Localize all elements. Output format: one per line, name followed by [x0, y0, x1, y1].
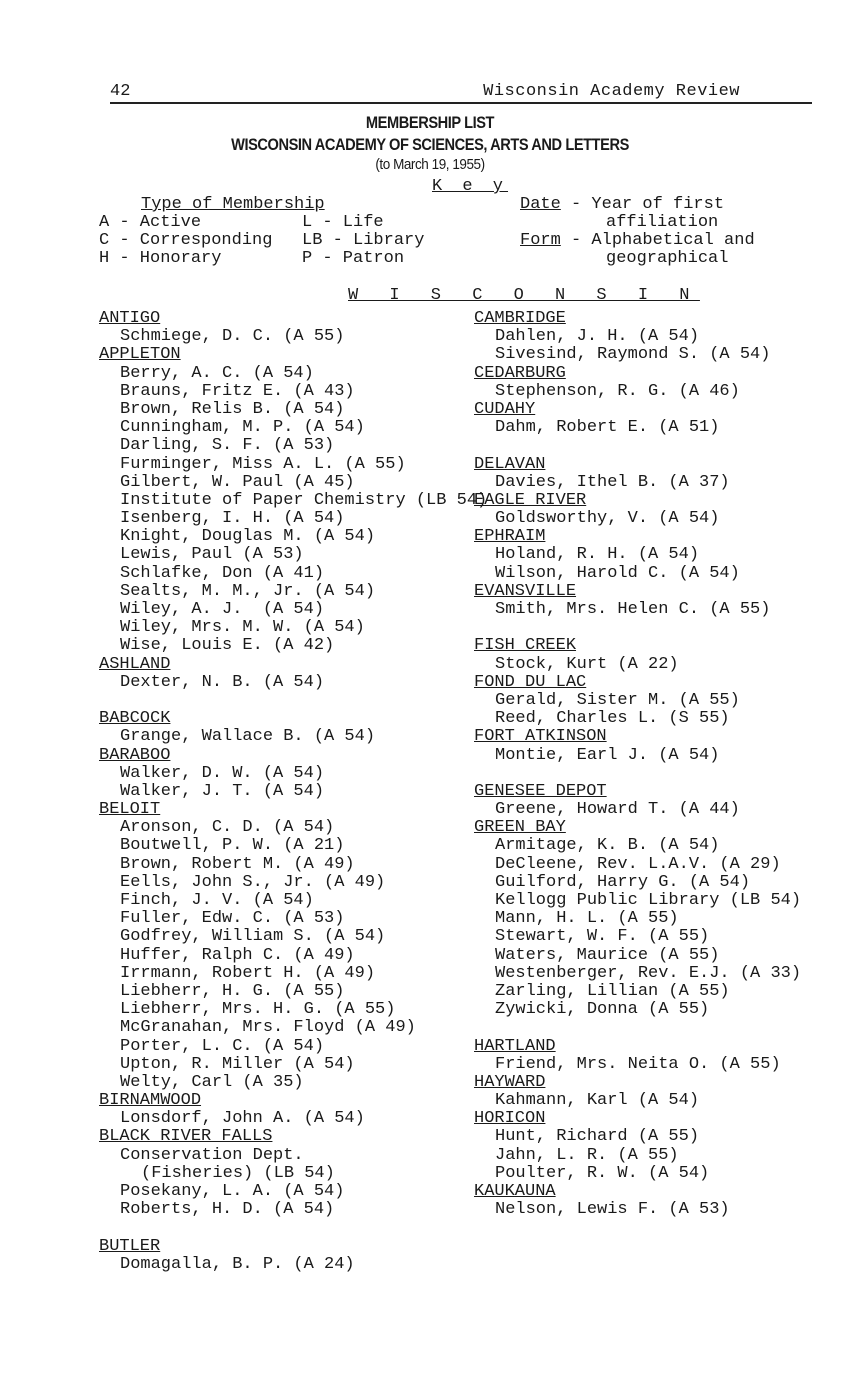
member-entry: Furminger, Miss A. L. (A 55) — [120, 454, 406, 474]
city-heading-kaukauna: KAUKAUNA — [474, 1182, 556, 1201]
member-entry: Domagalla, B. P. (A 24) — [120, 1254, 355, 1274]
organization-name: WISCONSIN ACADEMY OF SCIENCES, ARTS AND LETTERS — [231, 135, 629, 154]
city-heading-hartland: HARTLAND — [474, 1036, 556, 1056]
member-entry: Jahn, L. R. (A 55) — [495, 1145, 679, 1165]
member-entry: (Fisheries) (LB 54) — [141, 1163, 335, 1183]
member-entry: Roberts, H. D. (A 54) — [120, 1200, 335, 1220]
member-entry: Finch, J. V. (A 54) — [120, 891, 314, 910]
key-heading: K e y — [432, 177, 509, 196]
member-entry: Walker, J. T. (A 54) — [120, 781, 325, 801]
member-entry: Cunningham, M. P. (A 54) — [120, 418, 365, 438]
member-entry: Nelson, Lewis F. (A 53) — [495, 1200, 730, 1220]
member-entry: Westenberger, Rev. E.J. (A 33) — [495, 963, 802, 983]
member-entry: Wilson, Harold C. (A 54) — [495, 563, 740, 583]
form-description: - Alphabetical and — [560, 231, 755, 250]
member-entry: Dahm, Robert E. (A 51) — [495, 418, 720, 438]
city-heading-babcock: BABCOCK — [99, 709, 171, 729]
date-description-cont: affiliation — [606, 213, 719, 232]
member-entry: Gilbert, W. Paul (A 45) — [120, 472, 355, 492]
member-entry: Zywicki, Donna (A 55) — [495, 1000, 710, 1020]
member-entry: Wiley, Mrs. M. W. (A 54) — [120, 618, 365, 638]
city-heading-genesee-depot: GENESEE DEPOT — [474, 781, 607, 801]
page-header — [110, 80, 812, 104]
date-description: - Year of first — [560, 195, 725, 214]
member-entry: Armitage, K. B. (A 54) — [495, 836, 720, 856]
city-heading-horicon: HORICON — [474, 1109, 546, 1129]
city-heading-delavan: DELAVAN — [474, 454, 546, 474]
member-entry: Liebherr, Mrs. H. G. (A 55) — [120, 1000, 396, 1020]
city-heading-butler: BUTLER — [99, 1236, 161, 1256]
member-entry: Irrmann, Robert H. (A 49) — [120, 963, 376, 983]
city-heading-beloit: BELOIT — [99, 800, 161, 820]
member-entry: Greene, Howard T. (A 44) — [495, 800, 740, 820]
city-heading-appleton: APPLETON — [99, 345, 181, 365]
member-entry: Isenberg, I. H. (A 54) — [120, 509, 345, 529]
city-heading-eagle-river: EAGLE RIVER — [474, 490, 587, 510]
member-entry: Welty, Carl (A 35) — [120, 1072, 304, 1092]
member-entry: Sealts, M. M., Jr. (A 54) — [120, 581, 376, 601]
state-heading: W I S C O N S I N — [348, 286, 700, 305]
spacer — [474, 765, 801, 783]
city-heading-fort-atkinson: FORT ATKINSON — [474, 727, 607, 747]
key-type-honorary: H - Honorary — [99, 249, 222, 268]
member-entry: Lewis, Paul (A 53) — [120, 545, 304, 565]
member-entry: Conservation Dept. — [120, 1145, 304, 1165]
member-entry: Grange, Wallace B. (A 54) — [120, 727, 376, 747]
member-entry: Berry, A. C. (A 54) — [120, 363, 314, 383]
member-entry: Dahlen, J. H. (A 54) — [495, 327, 700, 347]
member-entry: Godfrey, William S. (A 54) — [120, 927, 386, 947]
member-entry: Friend, Mrs. Neita O. (A 55) — [495, 1054, 781, 1074]
city-heading-ashland: ASHLAND — [99, 654, 171, 674]
city-heading-fond-du-lac: FOND DU LAC — [474, 672, 587, 692]
spacer — [474, 1019, 801, 1037]
city-heading-antigo: ANTIGO — [99, 309, 161, 328]
spacer — [474, 437, 801, 455]
key-type-active: A - Active — [99, 213, 202, 232]
key-type-library: LB - Library — [302, 231, 425, 250]
member-entry: Mann, H. L. (A 55) — [495, 909, 679, 929]
city-heading-hayward: HAYWARD — [474, 1072, 546, 1092]
city-heading-birnamwood: BIRNAMWOOD — [99, 1091, 202, 1111]
member-entry: Goldsworthy, V. (A 54) — [495, 509, 720, 529]
member-entry: Dexter, N. B. (A 54) — [120, 672, 325, 692]
member-entry: Holand, R. H. (A 54) — [495, 545, 700, 565]
membership-type-heading: Type of Membership — [141, 195, 325, 214]
member-entry: Aronson, C. D. (A 54) — [120, 818, 335, 838]
spacer — [99, 1219, 487, 1237]
key-form — [520, 232, 755, 250]
key-type-corresponding: C - Corresponding — [99, 231, 273, 250]
member-entry: Schlafke, Don (A 41) — [120, 563, 325, 583]
member-entry: Porter, L. C. (A 54) — [120, 1036, 325, 1056]
member-entry: DeCleene, Rev. L.A.V. (A 29) — [495, 854, 781, 874]
city-heading-cedarburg: CEDARBURG — [474, 363, 566, 383]
member-entry: Schmiege, D. C. (A 55) — [120, 327, 345, 347]
member-entry: Institute of Paper Chemistry (LB 54) — [120, 490, 488, 510]
member-entry: Reed, Charles L. (S 55) — [495, 709, 730, 729]
city-heading-baraboo: BARABOO — [99, 745, 171, 765]
city-heading-cudahy: CUDAHY — [474, 399, 536, 419]
member-entry: Liebherr, H. G. (A 55) — [120, 981, 345, 1001]
member-entry: Zarling, Lillian (A 55) — [495, 981, 730, 1001]
city-heading-cambridge: CAMBRIDGE — [474, 309, 566, 328]
member-entry: Wise, Louis E. (A 42) — [120, 636, 335, 656]
member-entry: Kellogg Public Library (LB 54) — [495, 891, 802, 910]
running-head: Wisconsin Academy Review — [483, 82, 740, 101]
date-label: Date — [520, 195, 561, 214]
city-heading-ephraim: EPHRAIM — [474, 527, 546, 547]
city-heading-green-bay: GREEN BAY — [474, 818, 566, 838]
member-entry: Gerald, Sister M. (A 55) — [495, 690, 740, 710]
member-entry: Guilford, Harry G. (A 54) — [495, 872, 751, 892]
member-entry: Posekany, L. A. (A 54) — [120, 1182, 345, 1201]
member-entry: Stock, Kurt (A 22) — [495, 654, 679, 674]
document-title: MEMBERSHIP LIST — [365, 113, 495, 132]
member-entry: Brauns, Fritz E. (A 43) — [120, 381, 355, 401]
member-entry: Walker, D. W. (A 54) — [120, 763, 325, 783]
page-number: 42 — [110, 82, 131, 101]
member-entry: Sivesind, Raymond S. (A 54) — [495, 345, 771, 365]
spacer — [99, 692, 487, 710]
member-entry: Huffer, Ralph C. (A 49) — [120, 945, 355, 965]
member-entry: Knight, Douglas M. (A 54) — [120, 527, 376, 547]
member-entry: Upton, R. Miller (A 54) — [120, 1054, 355, 1074]
form-description-cont: geographical — [606, 249, 729, 268]
member-entry: Waters, Maurice (A 55) — [495, 945, 720, 965]
city-heading-black-river-falls: BLACK RIVER FALLS — [99, 1127, 273, 1147]
member-entry: Hunt, Richard (A 55) — [495, 1127, 700, 1147]
member-entry: Brown, Robert M. (A 49) — [120, 854, 355, 874]
member-entry: Brown, Relis B. (A 54) — [120, 399, 345, 419]
date-note: (to March 19, 1955) — [375, 156, 485, 173]
city-heading-evansville: EVANSVILLE — [474, 581, 577, 601]
member-entry: Davies, Ithel B. (A 37) — [495, 472, 730, 492]
member-entry: Poulter, R. W. (A 54) — [495, 1163, 710, 1183]
member-entry: Kahmann, Karl (A 54) — [495, 1091, 700, 1111]
right-column — [474, 310, 801, 1219]
member-entry: Darling, S. F. (A 53) — [120, 436, 335, 456]
member-entry: Montie, Earl J. (A 54) — [495, 745, 720, 765]
member-entry: McGranahan, Mrs. Floyd (A 49) — [120, 1018, 416, 1038]
member-entry: Eells, John S., Jr. (A 49) — [120, 872, 386, 892]
key-type-life: L - Life — [302, 213, 384, 232]
member-entry: Boutwell, P. W. (A 21) — [120, 836, 345, 856]
left-column — [99, 310, 487, 1274]
member-entry: Stephenson, R. G. (A 46) — [495, 381, 740, 401]
city-heading-fish-creek: FISH CREEK — [474, 636, 577, 656]
key-date — [520, 196, 724, 214]
member-entry: Wiley, A. J. (A 54) — [120, 600, 325, 619]
member-entry: Fuller, Edw. C. (A 53) — [120, 909, 345, 929]
spacer — [474, 619, 801, 637]
key-type-patron: P - Patron — [302, 249, 405, 268]
member-entry: Stewart, W. F. (A 55) — [495, 927, 710, 947]
member-entry: Lonsdorf, John A. (A 54) — [120, 1109, 365, 1129]
form-label: Form — [520, 231, 561, 250]
member-entry: Smith, Mrs. Helen C. (A 55) — [495, 600, 771, 619]
